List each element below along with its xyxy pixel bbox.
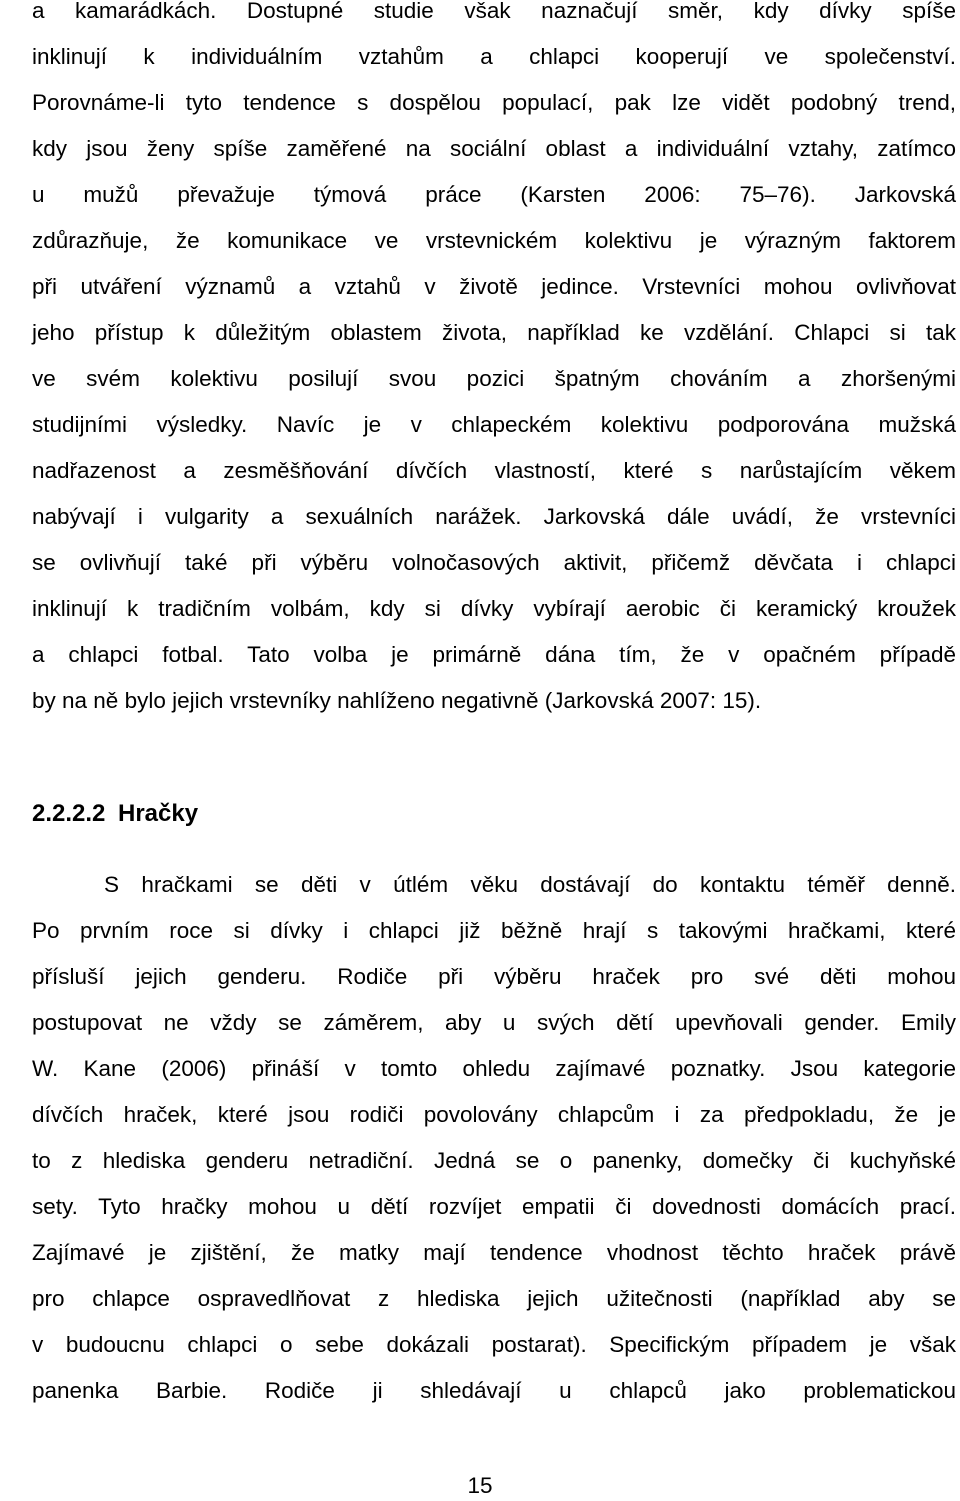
text-line: jeho přístup k důležitým oblastem života, například ke vzdělání. Chlapci si tak (32, 320, 956, 345)
text-line: v budoucnu chlapci o sebe dokázali postarat). Specifickým případem je však (32, 1332, 956, 1357)
text-line: kdy jsou ženy spíše zaměřené na sociální oblast a individuální vztahy, zatímco (32, 136, 956, 161)
text-line: Po prvním roce si dívky i chlapci již běžně hrají s takovými hračkami, které (32, 918, 956, 943)
text-line: postupovat ne vždy se záměrem, aby u svých dětí upevňovali gender. Emily (32, 1010, 956, 1035)
text-line: u mužů převažuje týmová práce (Karsten 2006: 75–76). Jarkovská (32, 182, 956, 207)
text-line: panenka Barbie. Rodiče ji shledávají u chlapců jako problematickou (32, 1378, 956, 1403)
text-line: inklinují k individuálním vztahům a chlapci kooperují ve společenství. (32, 44, 956, 69)
section-title: Hračky (118, 800, 199, 827)
text-line: inklinují k tradičním volbám, kdy si dívky vybírají aerobic či keramický kroužek (32, 596, 956, 621)
text-line: sety. Tyto hračky mohou u dětí rozvíjet empatii či dovednosti domácích prací. (32, 1194, 956, 1219)
text-line: Porovnáme-li tyto tendence s dospělou populací, pak lze vidět podobný trend, (32, 90, 956, 115)
section-number: 2.2.2.2 (32, 800, 106, 827)
text-line: se ovlivňují také při výběru volnočasových aktivit, přičemž děvčata i chlapci (32, 550, 956, 575)
text-line: zdůrazňuje, že komunikace ve vrstevnickém kolektivu je výrazným faktorem (32, 228, 956, 253)
text-line: dívčích hraček, které jsou rodiči povolovány chlapcům i za předpokladu, že je (32, 1102, 956, 1127)
text-line: by na ně bylo jejich vrstevníky nahlíženo negativně (Jarkovská 2007: 15). (32, 688, 762, 713)
text-line: a kamarádkách. Dostupné studie však naznačují směr, kdy dívky spíše (32, 0, 956, 23)
text-line: nadřazenost a zesměšňování dívčích vlastností, které s narůstajícím věkem (32, 458, 956, 483)
text-line: Zajímavé je zjištění, že matky mají tendence vhodnost těchto hraček právě (32, 1240, 956, 1265)
page-number: 15 (467, 1473, 493, 1498)
text-line: W. Kane (2006) přináší v tomto ohledu zajímavé poznatky. Jsou kategorie (32, 1056, 956, 1081)
text-line: to z hlediska genderu netradiční. Jedná se o panenky, domečky či kuchyňské (32, 1148, 956, 1173)
text-line: při utváření významů a vztahů v životě jedince. Vrstevníci mohou ovlivňovat (32, 274, 956, 299)
section-heading (32, 798, 198, 830)
text-line: studijními výsledky. Navíc je v chlapeckém kolektivu podporována mužská (32, 412, 956, 437)
text-line: přísluší jejich genderu. Rodiče při výběru hraček pro své děti mohou (32, 964, 956, 989)
text-line: nabývají i vulgarity a sexuálních narážek. Jarkovská dále uvádí, že vrstevníci (32, 504, 956, 529)
text-line: ve svém kolektivu posilují svou pozici špatným chováním a zhoršenými (32, 366, 956, 391)
text-line: S hračkami se děti v útlém věku dostávají do kontaktu téměř denně. (104, 872, 956, 897)
text-line: pro chlapce ospravedlňovat z hlediska jejich užitečnosti (například aby se (32, 1286, 956, 1311)
text-line: a chlapci fotbal. Tato volba je primárně dána tím, že v opačném případě (32, 642, 956, 667)
